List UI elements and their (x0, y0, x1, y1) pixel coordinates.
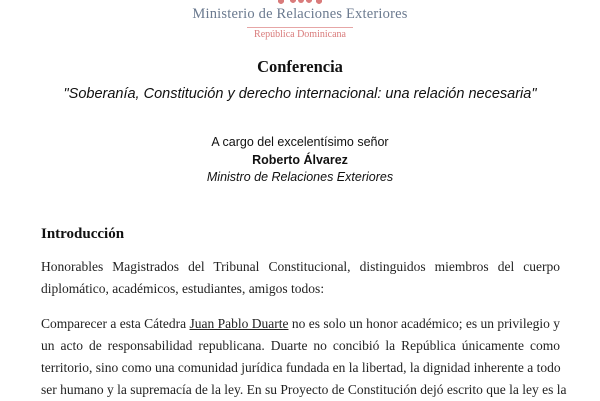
paragraph-line: Honorables Magistrados del Tribunal Constitucional, distinguidos miembros del cuerpo (41, 259, 560, 274)
paragraph-greeting (41, 256, 560, 300)
paragraph-line: un acto de responsabilidad republicana. Duarte no concibió la República únicamente como (41, 338, 560, 353)
juan-pablo-duarte-link[interactable]: Juan Pablo Duarte (189, 316, 289, 331)
conference-title: "Soberanía, Constitución y derecho internacional: una relación necesaria" (63, 86, 537, 102)
paragraph-line (41, 313, 560, 335)
letterhead-divider (247, 27, 353, 28)
text-segment: no es solo un honor académico; es un privilegio y (288, 316, 561, 331)
section-heading: Introducción (41, 226, 125, 242)
speaker-intro: A cargo del excelentísimo señor (211, 135, 389, 149)
paragraph-line: territorio, sino como una comunidad jurídica fundada en la libertad, la dignidad inherente a todo (41, 360, 561, 375)
paragraph-line: ser humano y la supremacía de la ley. En su Proyecto de Constitución dejó escrito que la ley es la (41, 382, 567, 397)
speaker-name: Roberto Álvarez (252, 153, 348, 167)
conference-label: Conferencia (257, 57, 343, 76)
text-segment: Comparecer a esta Cátedra (41, 316, 190, 331)
speaker-role: Ministro de Relaciones Exteriores (206, 170, 394, 184)
paragraph-line: diplomático, académicos, estudiantes, amigos todos: (41, 281, 325, 296)
paragraph-body (41, 313, 567, 401)
country-name: República Dominicana (254, 29, 346, 40)
ministry-name: Ministerio de Relaciones Exteriores (192, 6, 408, 22)
